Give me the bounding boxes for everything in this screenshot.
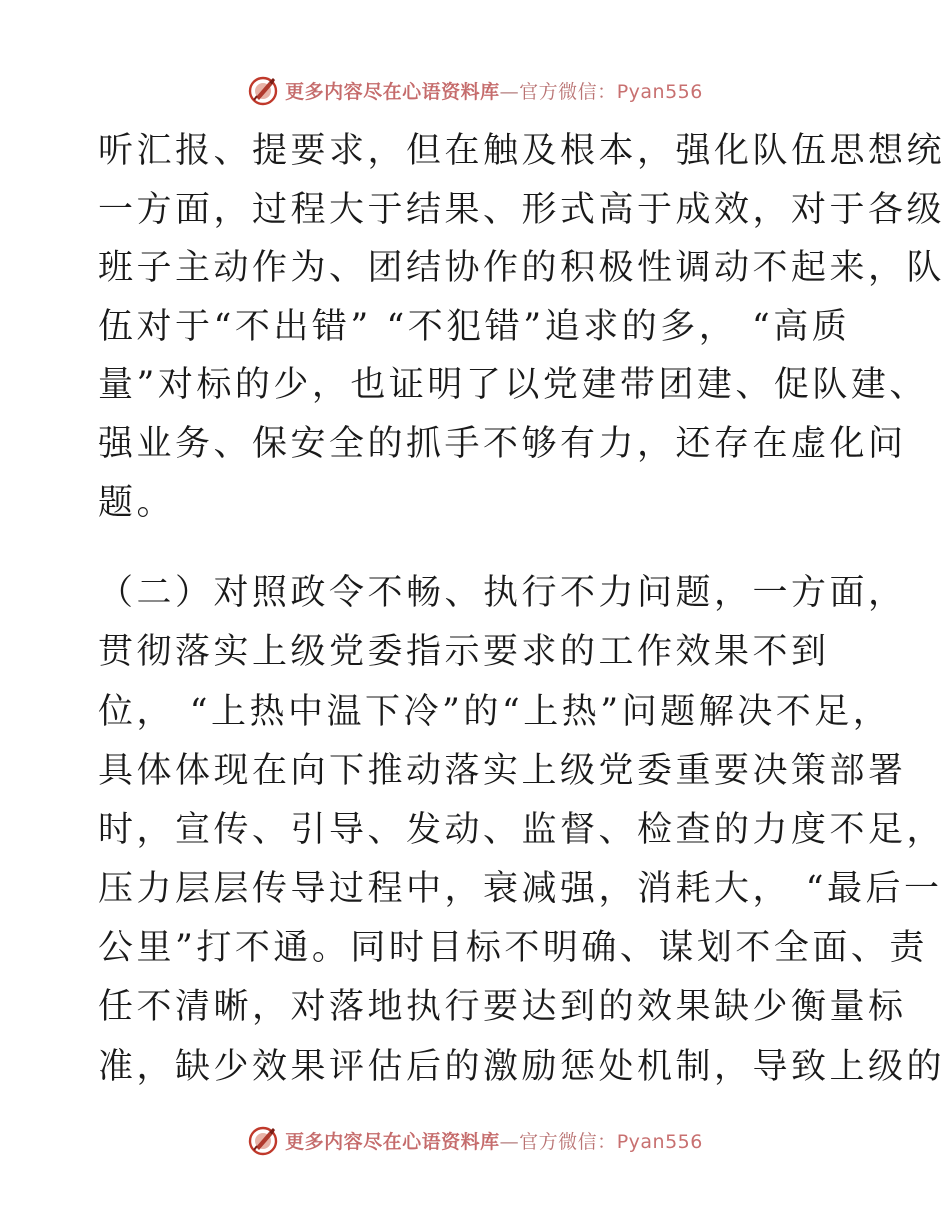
text-line: 听汇报、提要求，但在触及根本，强化队伍思想统 <box>98 131 946 171</box>
text-line: 准，缺少效果评估后的激励惩处机制，导致上级的 <box>98 1046 946 1087</box>
paragraph-1 <box>98 122 946 532</box>
watermark-wechat-label: 官方微信： <box>519 80 617 103</box>
text-line: 具体体现在向下推动落实上级党委重要决策部署 <box>98 750 907 791</box>
watermark-wechat-label: 官方微信： <box>519 1130 617 1153</box>
text-line: 班子主动作为、团结协作的积极性调动不起来，队 <box>98 248 946 289</box>
text-line: 贯彻落实上级党委指示要求的工作效果不到 <box>98 632 830 673</box>
watermark-main: 更多内容尽在心语资料库 <box>285 1130 500 1153</box>
header-watermark <box>0 70 950 110</box>
text-line: 压力层层传导过程中，衰减强，消耗大， “最后一 <box>98 869 943 910</box>
text-line: 任不清晰，对落地执行要达到的效果缺少衡量标 <box>98 987 907 1028</box>
watermark-separator: — <box>499 1130 520 1153</box>
text-line: 伍对于“不出错” “不犯错”追求的多， “高质 <box>98 306 851 347</box>
text-line: 时，宣传、引导、发动、监督、检查的力度不足， <box>98 809 946 850</box>
watermark-wechat-id: Pyan556 <box>616 1130 703 1153</box>
text-line: （二）对照政令不畅、执行不力问题，一方面， <box>98 573 907 614</box>
pen-logo-icon <box>247 1124 279 1156</box>
text-line: 公里”打不通。同时目标不明确、谋划不全面、责 <box>98 928 928 969</box>
watermark-wechat-id: Pyan556 <box>616 80 703 103</box>
text-line: 位， “上热中温下冷”的“上热”问题解决不足， <box>98 691 892 732</box>
paragraph-2 <box>98 564 946 1097</box>
watermark-text <box>285 1127 703 1154</box>
text-line: 一方面，过程大于结果、形式高于成效，对于各级 <box>98 189 946 230</box>
watermark-main: 更多内容尽在心语资料库 <box>285 80 500 103</box>
pen-logo-icon <box>247 74 279 106</box>
text-line: 强业务、保安全的抓手不够有力，还存在虚化问 <box>98 423 907 464</box>
document-body <box>98 122 946 1097</box>
watermark-text <box>285 77 703 104</box>
footer-watermark <box>0 1120 950 1160</box>
watermark-separator: — <box>499 80 520 103</box>
text-line: 题。 <box>98 482 176 523</box>
text-line: 量”对标的少，也证明了以党建带团建、促队建、 <box>98 365 928 406</box>
